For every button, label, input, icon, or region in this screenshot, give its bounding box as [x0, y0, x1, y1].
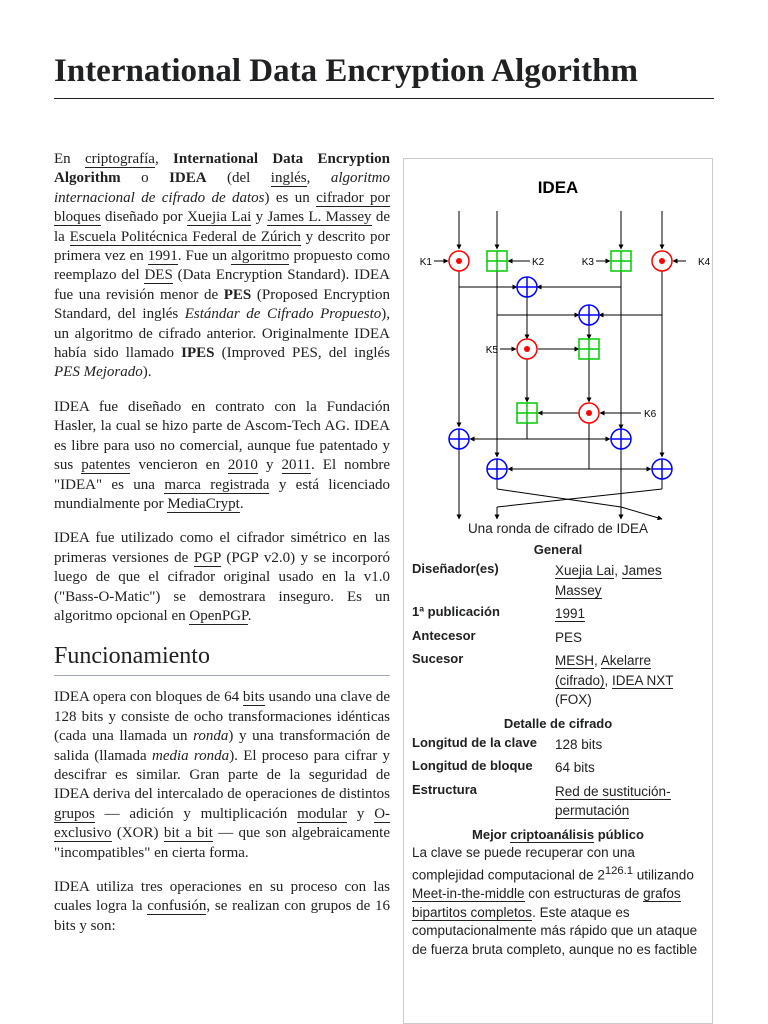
general-label: Diseñador(es)	[412, 561, 499, 576]
multiply-op-icon	[652, 251, 672, 271]
inline-link[interactable]: criptoanálisis	[510, 826, 595, 842]
round-key-label: K3	[581, 257, 594, 268]
round-key-label: K5	[485, 345, 498, 356]
inline-link[interactable]: algoritmo	[231, 248, 290, 265]
inline-link[interactable]: Red de sustitución-permutación	[555, 783, 671, 818]
detail-row	[412, 758, 704, 778]
inline-link[interactable]: confusión	[147, 898, 207, 915]
detail-rows	[404, 735, 712, 821]
general-row	[412, 561, 704, 600]
bold-term: IPES	[181, 345, 215, 362]
inline-link[interactable]: 2011	[281, 457, 311, 474]
detail-row	[412, 782, 704, 821]
inline-link[interactable]: OpenPGP	[189, 607, 248, 624]
infobox	[403, 158, 713, 1024]
idea-round-diagram	[404, 159, 712, 521]
inline-link[interactable]: criptografía	[84, 151, 155, 167]
round-key-label: K1	[419, 257, 432, 268]
multiply-op-icon	[579, 403, 599, 423]
add-op-icon	[487, 251, 507, 271]
xor-op-icon	[611, 429, 631, 449]
intro-paragraph-1: En criptografía, International Data Encryption Algorithm o IDEA (del inglés, algoritmo internacional de cifrado de datos) es un cifrador por bloques diseñado por Xuejia Lai y James L. Massey de la Escuela Politécnica Federal de Zúrich y descrito por primera vez en 1991. Fue un algoritmo propuesto como reemplazo del DES (Data Encryption Standard). IDEA fue una revisión menor de PES (Proposed Encryption Standard, del inglés Estándar de Cifrado Propuesto), un algoritmo de cifrado anterior. Originalmente IDEA había sido llamado IPES (Improved PES, del inglés PES Mejorado).	[54, 151, 391, 381]
xor-op-icon	[652, 459, 672, 479]
cryptanalysis-text: La clave se puede recuperar con una complejidad computacional de $2^{126.1}$ utilizando Meet-in-the-middle con estructuras de grafos bipartitos completos. Este ataque es computacionalmente más rápido que un ataque de fuerza bruta completo, aunque no es factible	[412, 844, 698, 957]
inline-link[interactable]: Xuejia Lai	[186, 209, 252, 226]
general-rows	[404, 561, 712, 710]
italic-text: algoritmo internacional de cifrado de datos	[54, 170, 391, 206]
page-title: International Data Encryption Algorithm	[54, 52, 714, 99]
inline-link[interactable]: Xuejia Lai	[555, 563, 615, 578]
inline-link[interactable]: James Massey	[555, 563, 662, 598]
body-paragraph-1: IDEA opera con bloques de 64 bits usando una clave de 128 bits y consiste de ocho transformaciones idénticas (cada una llamada un ronda) y una transformación de salida (llamada media ronda). El proceso para cifrar y descifrar es similar. Gran parte de la seguridad de IDEA deriva del intercalado de operaciones de distintos grupos — adición y multiplicación modular y O-exclusivo (XOR) bit a bit — que son algebraicamente "incompatibles" en cierta forma.	[54, 689, 391, 861]
diagram-title: IDEA	[537, 178, 579, 197]
multiply-op-icon	[449, 251, 469, 271]
multiply-op-icon	[517, 339, 537, 359]
bold-term: IDEA	[169, 170, 207, 187]
detail-label: Longitud de bloque	[412, 758, 533, 773]
article-body	[54, 150, 390, 951]
detail-value: 64 bits	[555, 760, 595, 775]
italic-text: media ronda	[151, 747, 230, 764]
inline-link[interactable]: Akelarre (cifrado)	[555, 653, 652, 688]
detail-value: 128 bits	[555, 736, 603, 752]
inline-link[interactable]: cifrador por bloques	[54, 189, 390, 226]
inline-link[interactable]: bit a bit	[163, 825, 213, 842]
xor-op-icon	[487, 459, 507, 479]
inline-link[interactable]: grafos bipartitos completos	[412, 886, 681, 920]
xor-op-icon	[579, 305, 599, 325]
general-row	[412, 651, 704, 710]
general-value	[555, 604, 704, 624]
inline-link[interactable]: O-exclusivo	[54, 805, 391, 842]
detail-label: Estructura	[412, 781, 478, 797]
bold-term: International Data Encryption Algorithm	[54, 151, 391, 187]
detail-row	[412, 735, 704, 755]
superscript: 126.1	[604, 865, 634, 877]
cryptanalysis-header: Mejor criptoanálisis público	[472, 826, 644, 842]
general-value: Xuejia Lai, James Massey	[555, 563, 662, 598]
body-paragraph-2: IDEA utiliza tres operaciones en su proceso con las cuales logra la confusión, se realizan con grupos de 16 bits y son:	[54, 879, 391, 934]
inline-link[interactable]: Escuela Politécnica Federal de Zúrich	[69, 228, 301, 245]
inline-link[interactable]: PGP	[193, 549, 221, 566]
round-key-label: K4	[698, 257, 711, 268]
xor-op-icon	[449, 429, 469, 449]
diagram-wire	[497, 489, 621, 507]
inline-link[interactable]: patentes	[81, 457, 131, 474]
diagram-wire	[621, 507, 662, 519]
round-key-label: K2	[532, 257, 545, 268]
general-label: Antecesor	[412, 627, 476, 643]
general-header: General	[533, 542, 583, 557]
general-label: 1ª publicación	[412, 604, 500, 619]
general-value: PES	[555, 629, 583, 645]
inline-link[interactable]: grupos	[54, 805, 95, 822]
inline-link[interactable]: marca registrada	[164, 476, 270, 493]
detail-label: Longitud de la clave	[412, 734, 537, 750]
add-op-icon	[579, 339, 599, 359]
intro-paragraph-2: IDEA fue diseñado en contrato con la Fundación Hasler, la cual se hizo parte de Ascom-Tech AG. IDEA es libre para uso no comercial, aunque fue patentado y sus patentes vencieron en 2010 y 2011. El nombre "IDEA" es una marca registrada y está licenciado mundialmente por MediaCrypt.	[54, 398, 390, 512]
italic-text: Estándar de Cifrado Propuesto	[184, 306, 382, 323]
italic-text: PES Mejorado	[54, 364, 143, 381]
inline-link[interactable]: 1991	[555, 606, 586, 621]
inline-link[interactable]: MESH	[555, 653, 595, 668]
diagram-caption: Una ronda de cifrado de IDEA	[467, 521, 649, 536]
diagram-wire	[497, 489, 662, 507]
xor-op-icon	[517, 277, 537, 297]
add-op-icon	[611, 251, 631, 271]
section-heading-funcionamiento: Funcionamiento	[54, 641, 390, 676]
bold-term: PES	[223, 286, 252, 303]
inline-link[interactable]: DES	[144, 267, 173, 284]
inline-link[interactable]: 1991	[147, 248, 178, 265]
general-value: MESH, Akelarre (cifrado), IDEA NXT (FOX)	[555, 653, 674, 707]
detail-value	[555, 782, 704, 821]
inline-link[interactable]: modular	[297, 805, 348, 822]
inline-link[interactable]: Meet-in-the-middle	[412, 886, 525, 901]
inline-link[interactable]: IDEA NXT	[612, 672, 674, 688]
inline-link[interactable]: 2010	[227, 457, 258, 474]
italic-text: ronda	[193, 728, 229, 745]
inline-link[interactable]: inglés	[270, 170, 307, 187]
general-label: Sucesor	[412, 651, 464, 666]
inline-link[interactable]: MediaCrypt	[167, 495, 240, 512]
add-op-icon	[517, 403, 537, 423]
detail-header: Detalle de cifrado	[503, 715, 613, 731]
intro-paragraph-3: IDEA fue utilizado como el cifrador simétrico en las primeras versiones de PGP (PGP v2.0) y se incorporó luego de que el cifrador original usado en la v1.0 ("Bass-O-Matic") se demostrara inseguro. Es un algoritmo opcional en OpenPGP.	[54, 530, 390, 624]
general-row	[412, 604, 704, 624]
inline-link[interactable]: James L. Massey	[267, 209, 372, 226]
general-row	[412, 628, 704, 648]
inline-link[interactable]: bits	[242, 689, 265, 706]
round-key-label: K6	[644, 409, 657, 420]
